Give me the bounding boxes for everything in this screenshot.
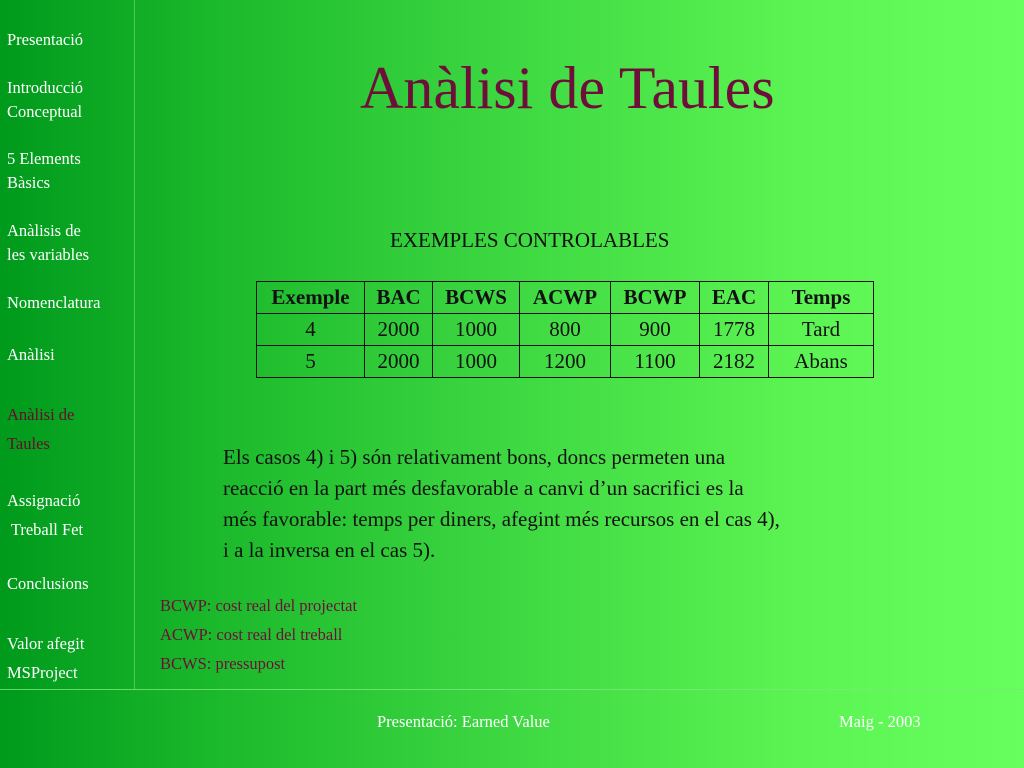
table-cell: 2000: [365, 314, 433, 346]
table-cell: 1200: [520, 346, 611, 378]
sidebar-item-label: Presentació: [7, 30, 84, 49]
sidebar-item-5-elements-basics[interactable]: [7, 147, 81, 195]
sidebar-item-valor-afegit-msproject[interactable]: [7, 629, 84, 687]
legend-item: BCWP: cost real del projectat: [160, 596, 358, 615]
column-header: Temps: [769, 282, 874, 314]
table-cell: 2182: [700, 346, 769, 378]
sidebar-item-label: Conclusions: [7, 574, 89, 593]
sidebar-item-introduccio-conceptual[interactable]: [7, 76, 83, 124]
data-table: [256, 281, 874, 378]
paragraph-line: reacció en la part més desfavorable a canvi d’un sacrifici es la: [223, 476, 744, 500]
sidebar-item-label: Introducció: [7, 78, 84, 97]
table-cell: 800: [520, 314, 611, 346]
sidebar-item-nomenclatura[interactable]: [7, 291, 100, 315]
sidebar-item-label: 5 Elements: [7, 149, 81, 168]
table-row: [257, 346, 874, 378]
legend-item: BCWS: pressupost: [160, 654, 286, 673]
table-cell: 1000: [433, 314, 520, 346]
table-cell: Abans: [769, 346, 874, 378]
legend-item: ACWP: cost real del treball: [160, 625, 343, 644]
sidebar-divider: [134, 0, 135, 690]
sidebar-item-analisi-taules[interactable]: [7, 400, 74, 458]
sidebar-item-presentacio[interactable]: [7, 28, 83, 52]
sidebar-item-label: Treball Fet: [7, 520, 84, 539]
table-header-row: [257, 282, 874, 314]
paragraph-line: Els casos 4) i 5) són relativament bons, doncs permeten una: [223, 445, 726, 469]
sidebar-item-label: Conceptual: [7, 102, 83, 121]
table-cell: 4: [257, 314, 365, 346]
acronym-legend: [160, 591, 357, 678]
column-header: BCWS: [433, 282, 520, 314]
footer-presentation-title: Presentació: Earned Value: [377, 712, 550, 731]
table-row: [257, 314, 874, 346]
column-header: EAC: [700, 282, 769, 314]
sidebar-item-label: Anàlisis de: [7, 221, 81, 240]
table-cell: 1778: [700, 314, 769, 346]
sidebar-item-label: Bàsics: [7, 173, 51, 192]
sidebar-item-assignacio-treball-fet[interactable]: [7, 486, 83, 544]
table-cell: 1100: [611, 346, 700, 378]
sidebar-item-label: Nomenclatura: [7, 293, 101, 312]
paragraph-line: i a la inversa en el cas 5).: [223, 538, 436, 562]
sidebar-item-analisis-variables[interactable]: [7, 219, 89, 267]
column-header: BAC: [365, 282, 433, 314]
slide-subtitle: EXEMPLES CONTROLABLES: [390, 228, 670, 252]
sidebar-item-analisi[interactable]: [7, 343, 55, 367]
sidebar-item-label: Anàlisi: [7, 345, 55, 364]
sidebar-item-label: Anàlisi de: [7, 405, 75, 424]
sidebar-item-label: les variables: [7, 245, 90, 264]
explanation-paragraph: [223, 442, 923, 566]
footer-date: Maig - 2003: [839, 712, 921, 731]
table-cell: 1000: [433, 346, 520, 378]
table-cell: 2000: [365, 346, 433, 378]
slide-title: Anàlisi de Taules: [360, 55, 775, 121]
sidebar-item-label: Taules: [7, 434, 50, 453]
sidebar-item-label: MSProject: [7, 663, 78, 682]
column-header: ACWP: [520, 282, 611, 314]
table-cell: 5: [257, 346, 365, 378]
sidebar-item-conclusions[interactable]: [7, 572, 89, 596]
footer-divider: [0, 689, 1024, 690]
table-cell: Tard: [769, 314, 874, 346]
sidebar-nav: [0, 0, 134, 690]
paragraph-line: més favorable: temps per diners, afegint més recursos en el cas 4),: [223, 507, 780, 531]
column-header: Exemple: [257, 282, 365, 314]
sidebar-item-label: Valor afegit: [7, 634, 85, 653]
sidebar-item-label: Assignació: [7, 491, 81, 510]
table-cell: 900: [611, 314, 700, 346]
column-header: BCWP: [611, 282, 700, 314]
